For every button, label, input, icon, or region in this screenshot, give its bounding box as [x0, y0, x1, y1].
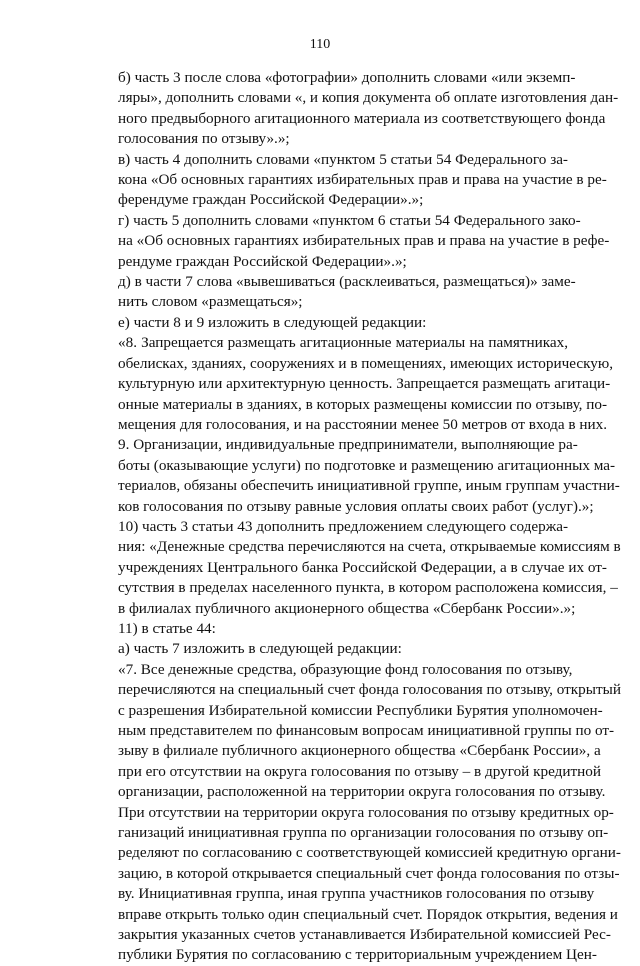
text-line: культурную или архитектурную ценность. Запрещается размещать агитаци-	[118, 375, 611, 393]
text-line: нить словом «размещаться»;	[118, 293, 303, 311]
text-line: с разрешения Избирательной комиссии Республики Бурятия уполномочен-	[118, 701, 603, 719]
paragraph	[80, 272, 576, 313]
text-line: на «Об основных гарантиях избирательных прав и права на участие в рефе-	[118, 232, 610, 250]
text-line: 11) в статье 44:	[118, 619, 216, 637]
text-line: ным представителем по финансовым вопросам инициативной группы по от-	[118, 722, 615, 739]
text-line: ляры», дополнить словами «, и копия документа об оплате изготовления дан-	[118, 89, 619, 107]
text-line: териалов, обязаны обеспечить инициативной группе, иным группам участни-	[118, 477, 620, 495]
text-line: ву. Инициативная группа, иная группа участников голосования по отзыву	[118, 885, 595, 903]
text-line: в) часть 4 дополнить словами «пунктом 5 статьи 54 Федерального за-	[118, 150, 568, 168]
text-line: ков голосования по отзыву равные условия оплаты своих работ (услуг).»;	[118, 497, 594, 515]
text-line: учреждениях Центрального банка Российской Федерации, а в случае их от-	[118, 558, 607, 576]
text-line: а) часть 7 изложить в следующей редакции:	[118, 640, 402, 658]
text-line: голосования по отзыву».»;	[118, 130, 290, 148]
text-line: сутствия в пределах населенного пункта, в котором расположена комиссия, –	[118, 579, 618, 597]
text-line: ного предвыборного агитационного материала из соответствующего фонда	[118, 109, 606, 127]
text-line: д) в части 7 слова «вывешиваться (расклеиваться, размещаться)» заме-	[118, 273, 576, 291]
text-line: в филиалах публичного акционерного общества «Сбербанк России».»;	[118, 599, 576, 617]
text-line: перечисляются на специальный счет фонда голосования по отзыву, открытый	[118, 681, 621, 699]
text-line: ния: «Денежные средства перечисляются на счета, открываемые комиссиям в	[118, 538, 621, 556]
text-line: ганизаций инициативная группа по организации голосования по отзыву оп-	[118, 824, 609, 842]
text-line: мещения для голосования, и на расстоянии менее 50 метров от входа в них.	[118, 415, 608, 433]
text-line: 9. Организации, индивидуальные предприниматели, выполняющие ра-	[118, 436, 578, 454]
paragraph	[80, 211, 610, 272]
text-line: рендуме граждан Российской Федерации».»;	[118, 252, 407, 270]
text-line: е) части 8 и 9 изложить в следующей редакции:	[118, 313, 427, 331]
text-line: «8. Запрещается размещать агитационные материалы на памятниках,	[118, 334, 568, 352]
paragraph	[80, 639, 568, 659]
text-line: ределяют по согласованию с соответствующей комиссией кредитную органи-	[118, 844, 621, 862]
paragraph	[80, 150, 607, 211]
text-line: обелисках, зданиях, сооружениях и в помещениях, имеющих историческую,	[118, 354, 613, 372]
document-body	[80, 68, 621, 966]
paragraph	[80, 313, 568, 333]
text-line: публики Бурятия по согласованию с территориальным учреждением Цен-	[118, 946, 597, 964]
page-number: 110	[309, 37, 331, 52]
paragraph	[80, 333, 613, 435]
text-line: «7. Все денежные средства, образующие фонд голосования по отзыву,	[118, 660, 573, 678]
text-line: закрытия указанных счетов устанавливается Избирательной комиссией Рес-	[118, 926, 611, 944]
paragraph	[80, 660, 621, 966]
text-line: ферендуме граждан Российской Федерации».»;	[118, 191, 424, 209]
text-line: зацию, в которой открывается специальный счет фонда голосования по отзы-	[118, 864, 620, 882]
text-line: при его отсутствии на округа голосования по отзыву – в другой кредитной	[118, 762, 601, 780]
text-line: г) часть 5 дополнить словами «пунктом 6 статьи 54 Федерального зако-	[118, 211, 581, 229]
paragraph	[80, 619, 568, 639]
paragraph	[80, 435, 620, 517]
paragraph	[80, 517, 621, 619]
text-line: 10) часть 3 статьи 43 дополнить предложением следующего содержа-	[118, 517, 569, 535]
paragraph	[80, 68, 619, 150]
text-line: кона «Об основных гарантиях избирательных прав и права на участие в ре-	[118, 171, 607, 189]
text-line: б) часть 3 после слова «фотографии» дополнить словами «или экземп-	[118, 69, 576, 86]
text-line: онные материалы в зданиях, в которых размещены комиссии по отзыву, по-	[118, 395, 608, 413]
text-line: боты (оказывающие услуги) по подготовке и размещению агитационных ма-	[118, 456, 616, 474]
text-line: вправе открыть только один специальный счет. Порядок открытия, ведения и	[118, 905, 618, 923]
text-line: организации, расположенной на территории округа голосования по отзыву.	[118, 783, 606, 801]
text-line: зыву в филиале публичного акционерного общества «Сбербанк России», а	[118, 742, 601, 760]
text-line: При отсутствии на территории округа голосования по отзыву кредитных ор-	[118, 803, 614, 821]
